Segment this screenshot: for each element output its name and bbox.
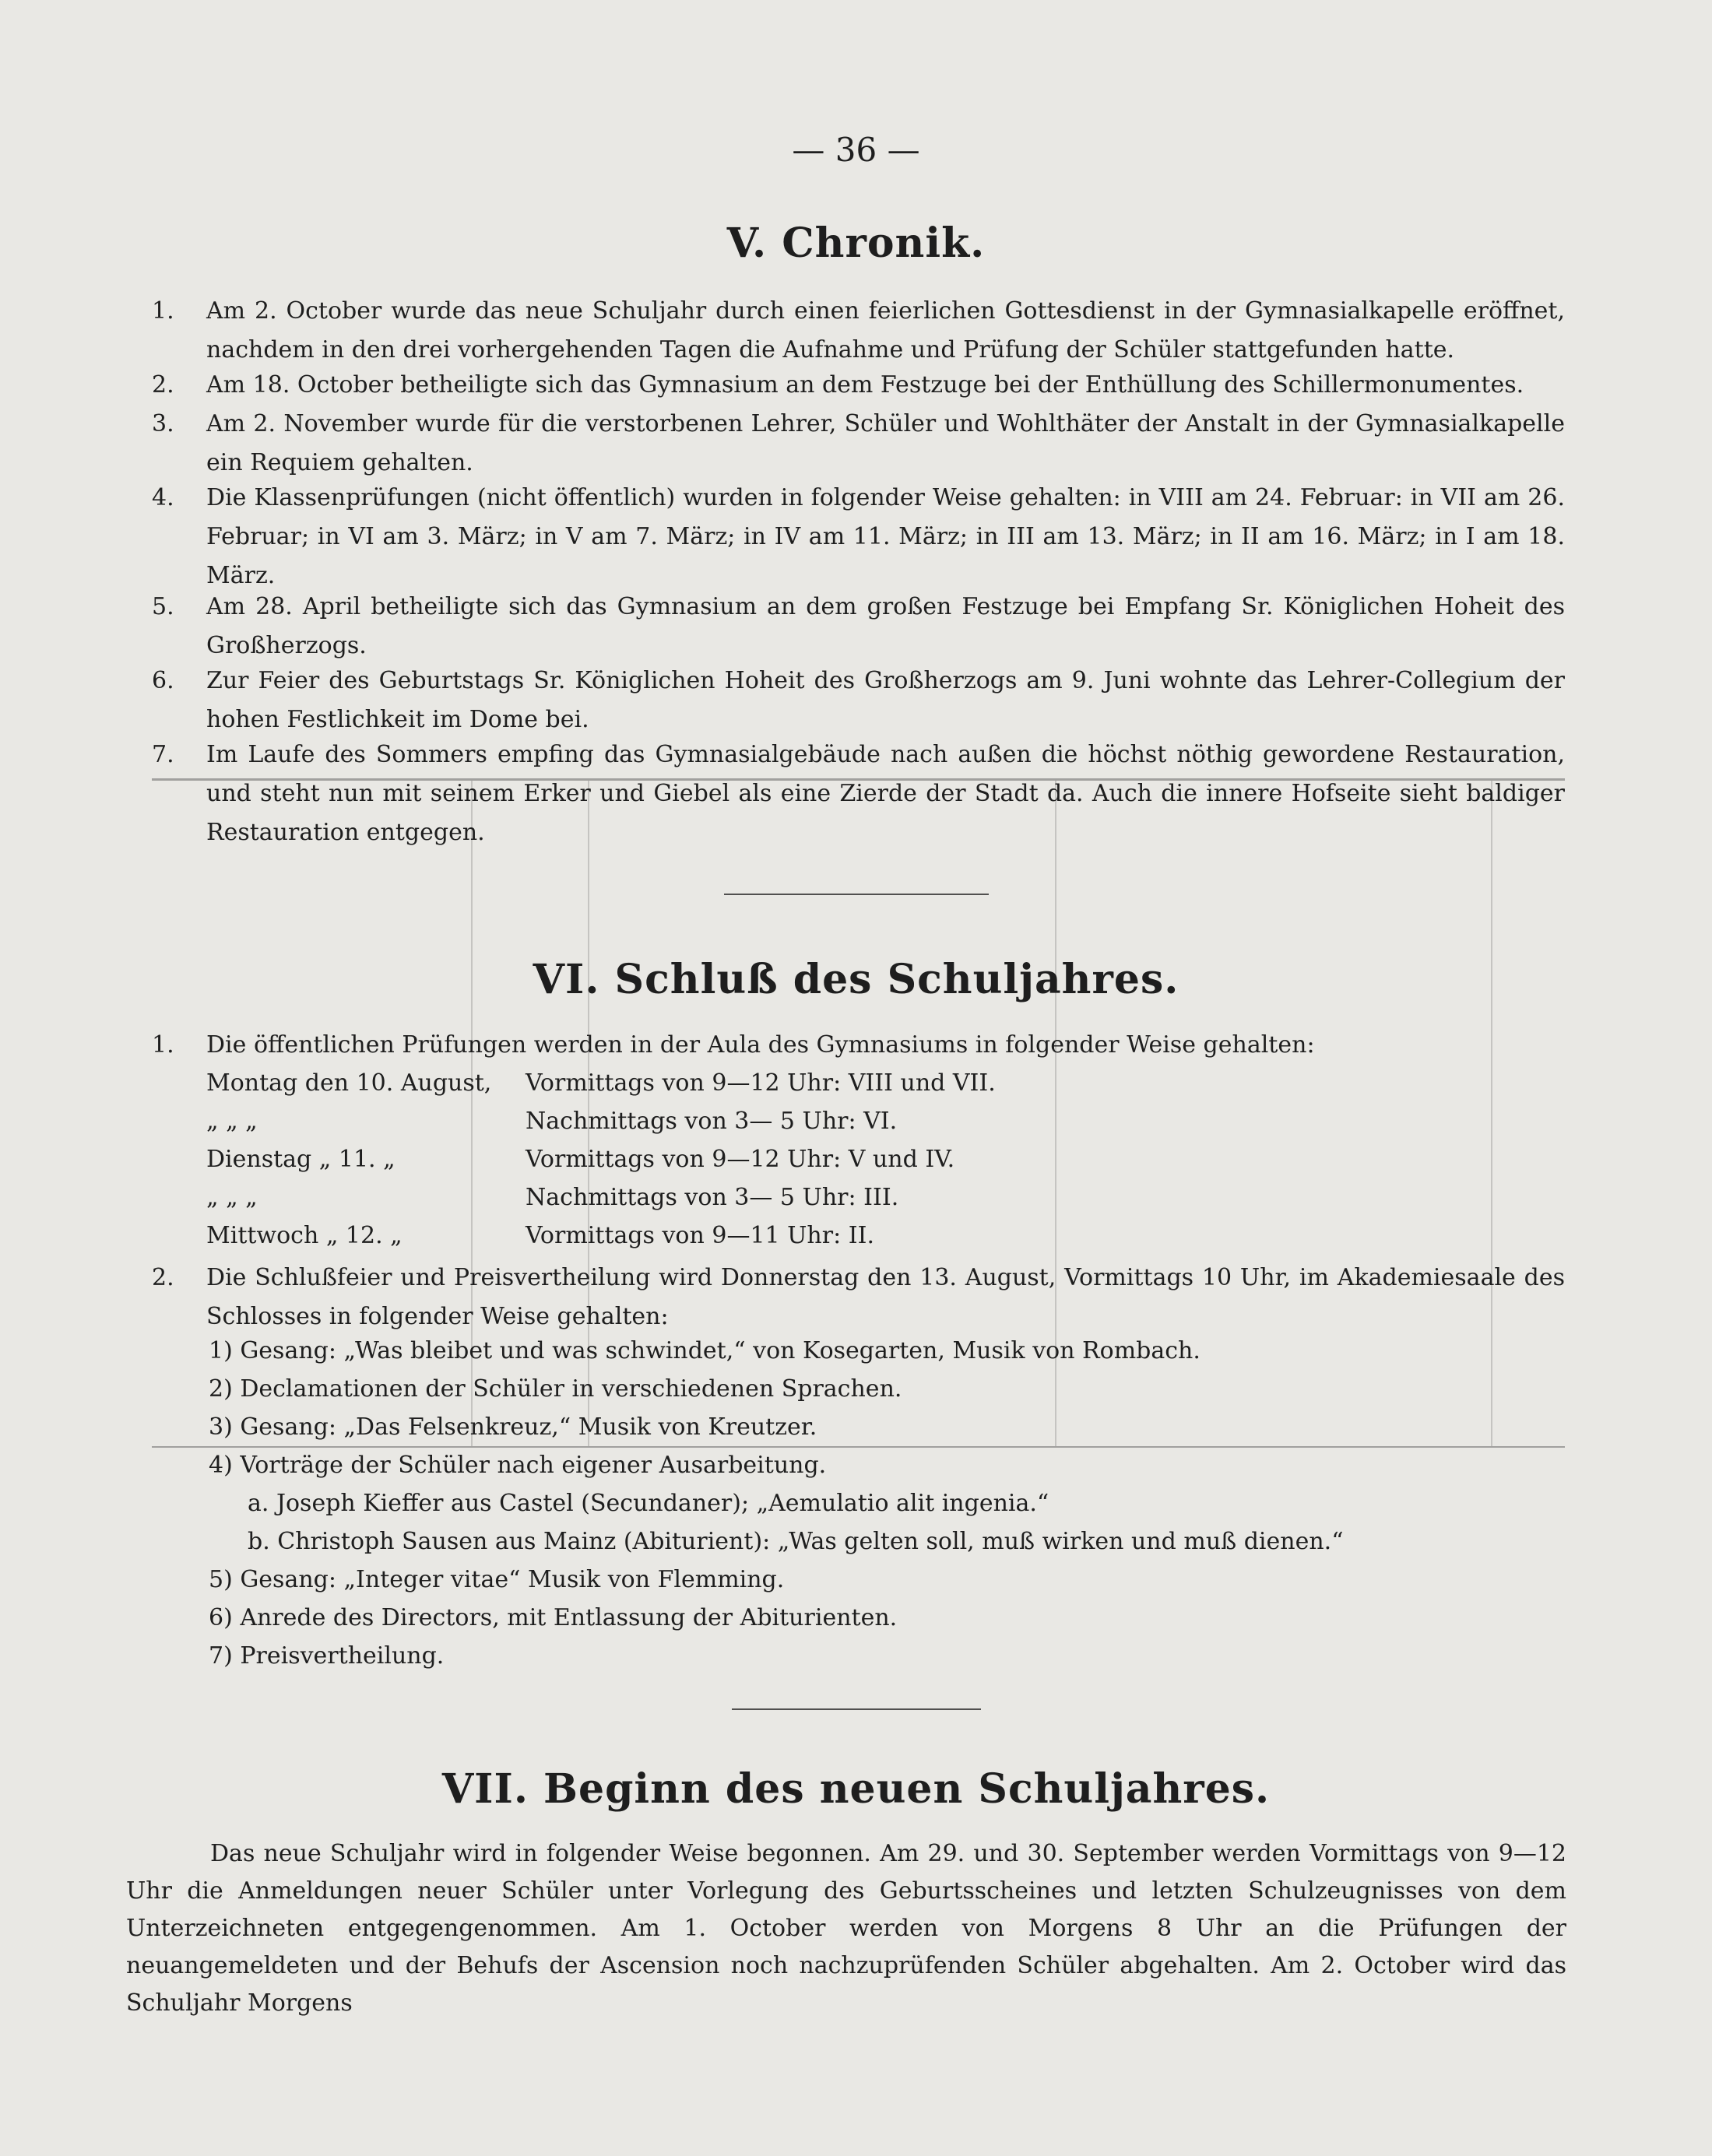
page-number: — 36 — (792, 131, 920, 169)
program-sub-entry: b. Christoph Sausen aus Mainz (Abiturient): „Was gelten soll, muß wirken und muß dienen.“ (248, 1528, 1344, 1555)
item-text: Zur Feier des Geburtstags Sr. Königlichen Hoheit des Großherzogs am 9. Juni wohnte das Lehrer-Collegium der hohen Festlichkeit im Dome bei. (206, 667, 1565, 733)
item-text: Im Laufe des Sommers empfing das Gymnasialgebäude nach außen die höchst nöthig gewordene Restauration, und steht nun mit seinem Erker und Giebel als eine Zierde der Stadt da. Auch die innere Hofseite sieht baldiger Restauration entgegen. (206, 741, 1565, 846)
schedule-row (206, 1140, 954, 1178)
schedule-day: Mittwoch „ 12. „ (206, 1222, 403, 1249)
closing-item (152, 1026, 1565, 1065)
schedule-day: „ „ „ (206, 1184, 258, 1211)
bleed-through-rule (1491, 781, 1492, 1446)
section-vii-heading: VII. Beginn des neuen Schuljahres. (441, 1765, 1271, 1813)
item-text: Die Klassenprüfungen (nicht öffentlich) wurden in folgender Weise gehalten: in VIII am 24. Februar: in VII am 26. Februar; in VI am 3. März; in V am 7. März; in IV am 11. März; in III am 13. März; in II am 16. März; in I am 18. März. (206, 484, 1565, 589)
schedule-day: „ „ „ (206, 1108, 258, 1135)
item-text: Die Schlußfeier und Preisvertheilung wird Donnerstag den 13. August, Vormittags 10 Uhr, im Akademiesaale des Schlosses in folgender Weise gehalten: (206, 1264, 1565, 1330)
schedule-row (206, 1178, 898, 1217)
item-number: 2. (152, 371, 174, 399)
chronik-item (152, 292, 1565, 370)
chronik-item (152, 588, 1565, 665)
item-number: 5. (152, 593, 174, 620)
section-divider (732, 1708, 981, 1710)
schedule-time: Nachmittags von 3— 5 Uhr: VI. (526, 1108, 898, 1135)
item-text: Am 2. November wurde für die verstorbenen Lehrer, Schüler und Wohlthäter der Anstalt in der Gymnasialkapelle ein Requiem gehalten. (206, 410, 1565, 476)
item-number: 1. (152, 1031, 174, 1059)
item-number: 7. (152, 741, 174, 768)
item-number: 6. (152, 667, 174, 694)
chronik-item (152, 479, 1565, 595)
program-entry: 4) Vorträge der Schüler nach eigener Ausarbeitung. (209, 1452, 827, 1479)
item-number: 3. (152, 410, 174, 437)
program-entry: 2) Declamationen der Schüler in verschiedenen Sprachen. (209, 1375, 902, 1403)
schedule-time: Vormittags von 9—12 Uhr: VIII und VII. (526, 1069, 996, 1097)
schedule-time: Vormittags von 9—11 Uhr: II. (526, 1222, 874, 1249)
item-text: Am 2. October wurde das neue Schuljahr durch einen feierlichen Gottesdienst in der Gymnasialkapelle eröffnet, nachdem in den drei vorhergehenden Tagen die Aufnahme und Prüfung der Schüler stattgefunden hatte. (206, 297, 1565, 363)
chronik-item (152, 405, 1565, 483)
item-text: Am 28. April betheiligte sich das Gymnasium an dem großen Festzuge bei Empfang Sr. Königlichen Hoheit des Großherzogs. (206, 593, 1565, 659)
closing-item (152, 1259, 1565, 1336)
schedule-time: Nachmittags von 3— 5 Uhr: III. (526, 1184, 899, 1211)
program-entry: 1) Gesang: „Was bleibet und was schwindet,“ von Kosegarten, Musik von Rombach. (209, 1337, 1201, 1364)
schedule-row (206, 1217, 874, 1255)
program-sub-entry: a. Joseph Kieffer aus Castel (Secundaner); „Aemulatio alit ingenia.“ (248, 1490, 1049, 1517)
program-entry: 7) Preisvertheilung. (209, 1642, 445, 1670)
program-entry: 3) Gesang: „Das Felsenkreuz,“ Musik von Kreutzer. (209, 1413, 817, 1441)
item-text: Die öffentlichen Prüfungen werden in der Aula des Gymnasiums in folgender Weise gehalten: (206, 1031, 1315, 1059)
schedule-day: Montag den 10. August, (206, 1069, 492, 1097)
item-number: 2. (152, 1264, 174, 1291)
item-number: 4. (152, 484, 174, 511)
schedule-day: Dienstag „ 11. „ (206, 1146, 395, 1173)
chronik-item (152, 736, 1565, 852)
item-number: 1. (152, 297, 174, 325)
schedule-row (206, 1064, 996, 1102)
schedule-row (206, 1102, 897, 1140)
program-entry: 6) Anrede des Directors, mit Entlassung der Abiturienten. (209, 1604, 898, 1631)
program-entry: 5) Gesang: „Integer vitae“ Musik von Flemming. (209, 1566, 785, 1593)
chronik-item (152, 366, 1565, 405)
item-text: Am 18. October betheiligte sich das Gymnasium an dem Festzuge bei der Enthüllung des Schillermonumentes. (206, 371, 1524, 399)
chronik-item (152, 662, 1565, 739)
section-v-heading: V. Chronik. (726, 219, 986, 267)
section-vi-heading: VI. Schluß des Schuljahres. (533, 956, 1179, 1003)
section-vii-text: Das neue Schuljahr wird in folgender Weise begonnen. Am 29. und 30. September werden Vormittags von 9—12 Uhr die Anmeldungen neuer Schüler unter Vorlegung des Geburtsscheines und letzten Schulzeugnisses von dem Unterzeichneten entgegengenommen. Am 1. October werden von Morgens 8 Uhr an die Prüfungen der neuangemeldeten und der Behufs der Ascension noch nachzuprüfenden Schüler abgehalten. Am 2. October wird das Schuljahr Morgens (126, 1840, 1566, 2017)
section-divider (724, 894, 989, 895)
schedule-time: Vormittags von 9—12 Uhr: V und IV. (526, 1146, 955, 1173)
